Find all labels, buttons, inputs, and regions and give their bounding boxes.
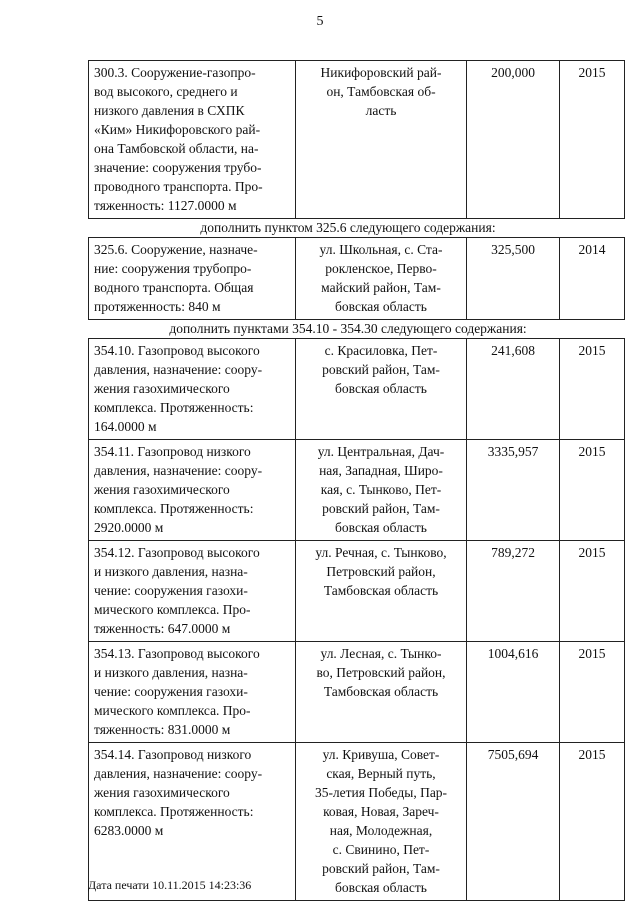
value-cell	[467, 61, 560, 219]
value-cell	[467, 743, 560, 901]
object-description-cell	[89, 541, 296, 642]
description-line: она Тамбовской области, на-	[94, 141, 259, 156]
object-description-cell	[89, 61, 296, 219]
location-line: бовская область	[335, 381, 427, 396]
location-line: Петровский район,	[326, 564, 436, 579]
page-number: 5	[316, 14, 324, 29]
description-line: и низкого давления, назна-	[94, 665, 248, 680]
description-line: комплекса. Протяженность:	[94, 501, 254, 516]
year-cell	[560, 642, 625, 743]
description-line: и низкого давления, назна-	[94, 564, 248, 579]
description-line: жения газохимического	[94, 381, 230, 396]
location-line: ровский район, Там-	[322, 362, 440, 377]
description-line: проводного транспорта. Про-	[94, 179, 263, 194]
value-text: 3335,957	[487, 444, 539, 459]
location-line: 35-летия Победы, Пар-	[314, 785, 448, 800]
document-content	[88, 60, 608, 901]
description-line: тяженность: 1127.0000 м	[94, 198, 237, 213]
location-cell	[296, 238, 467, 320]
description-line: 354.12. Газопровод высокого	[94, 545, 260, 560]
description-line: 300.3. Сооружение-газопро-	[94, 65, 256, 80]
description-line: низкого давления в СХПК	[94, 103, 245, 118]
insert-instruction: дополнить пунктом 325.6 следующего содержания:	[200, 220, 496, 235]
location-cell	[296, 541, 467, 642]
location-line: Тамбовская область	[323, 583, 439, 598]
year-text: 2015	[578, 444, 606, 459]
description-line: 354.14. Газопровод низкого	[94, 747, 252, 762]
location-line: ул. Школьная, с. Ста-	[319, 242, 443, 257]
location-line: рокленское, Перво-	[325, 261, 437, 276]
location-cell	[296, 440, 467, 541]
location-line: кая, с. Тынково, Пет-	[320, 482, 442, 497]
table-row	[89, 642, 625, 743]
object-description-cell	[89, 339, 296, 440]
location-line: ул. Лесная, с. Тынко-	[320, 646, 442, 661]
description-line: 354.11. Газопровод низкого	[94, 444, 251, 459]
location-line: ласть	[365, 103, 397, 118]
year-cell	[560, 339, 625, 440]
location-line: ул. Кривуша, Совет-	[322, 747, 440, 762]
value-text: 325,500	[491, 242, 535, 257]
description-line: протяженность: 840 м	[94, 299, 221, 314]
description-line: давления, назначение: соору-	[94, 463, 263, 478]
description-line: комплекса. Протяженность:	[94, 400, 254, 415]
location-line: бовская область	[335, 520, 427, 535]
year-text: 2015	[578, 747, 606, 762]
location-line: ковая, Новая, Зареч-	[323, 804, 439, 819]
description-line: 164.0000 м	[94, 419, 157, 434]
table-row	[89, 440, 625, 541]
value-cell	[467, 440, 560, 541]
year-text: 2015	[578, 343, 606, 358]
table-row	[89, 541, 625, 642]
location-line: Тамбовская область	[323, 684, 439, 699]
description-line: ние: сооружения трубопро-	[94, 261, 252, 276]
year-cell	[560, 61, 625, 219]
location-line: майский район, Там-	[321, 280, 441, 295]
description-line: 2920.0000 м	[94, 520, 164, 535]
object-description-cell	[89, 743, 296, 901]
description-line: 354.10. Газопровод высокого	[94, 343, 260, 358]
location-line: бовская область	[335, 880, 427, 895]
year-cell	[560, 440, 625, 541]
description-line: 6283.0000 м	[94, 823, 164, 838]
location-line: ул. Речная, с. Тынково,	[315, 545, 447, 560]
value-text: 200,000	[491, 65, 535, 80]
description-line: жения газохимического	[94, 785, 230, 800]
property-table	[88, 60, 625, 219]
location-line: ная, Западная, Широ-	[319, 463, 443, 478]
value-text: 789,272	[491, 545, 535, 560]
description-line: давления, назначение: соору-	[94, 766, 263, 781]
value-cell	[467, 339, 560, 440]
description-line: чение: сооружения газохи-	[94, 684, 248, 699]
description-line: тяженность: 647.0000 м	[94, 621, 231, 636]
description-line: комплекса. Протяженность:	[94, 804, 254, 819]
description-line: мического комплекса. Про-	[94, 602, 251, 617]
description-line: чение: сооружения газохи-	[94, 583, 248, 598]
location-line: ная, Молодежная,	[329, 823, 433, 838]
description-line: «Ким» Никифоровского рай-	[94, 122, 261, 137]
description-line: 325.6. Сооружение, назначе-	[94, 242, 258, 257]
location-cell	[296, 642, 467, 743]
description-line: вод высокого, среднего и	[94, 84, 238, 99]
year-cell	[560, 743, 625, 901]
description-line: давления, назначение: соору-	[94, 362, 263, 377]
year-text: 2015	[578, 545, 606, 560]
location-line: ровский район, Там-	[322, 501, 440, 516]
print-date-footer: Дата печати 10.11.2015 14:23:36	[88, 878, 252, 892]
description-line: жения газохимического	[94, 482, 230, 497]
object-description-cell	[89, 238, 296, 320]
value-text: 241,608	[491, 343, 535, 358]
description-line: водного транспорта. Общая	[94, 280, 254, 295]
value-cell	[467, 642, 560, 743]
description-line: тяженность: 831.0000 м	[94, 722, 231, 737]
description-line: 354.13. Газопровод высокого	[94, 646, 260, 661]
location-line: ул. Центральная, Дач-	[317, 444, 445, 459]
table-row	[89, 743, 625, 901]
location-cell	[296, 339, 467, 440]
location-line: во, Петровский район,	[316, 665, 446, 680]
location-line: с. Свинино, Пет-	[332, 842, 430, 857]
location-line: с. Красиловка, Пет-	[324, 343, 438, 358]
year-text: 2015	[578, 646, 606, 661]
object-description-cell	[89, 642, 296, 743]
property-table	[88, 237, 625, 320]
table-row	[89, 61, 625, 219]
value-cell	[467, 238, 560, 320]
location-line: бовская область	[335, 299, 427, 314]
year-cell	[560, 541, 625, 642]
location-line: он, Тамбовская об-	[326, 84, 436, 99]
year-text: 2014	[578, 242, 606, 257]
description-line: значение: сооружения трубо-	[94, 160, 262, 175]
location-cell	[296, 743, 467, 901]
location-line: ская, Верный путь,	[326, 766, 436, 781]
value-cell	[467, 541, 560, 642]
year-cell	[560, 238, 625, 320]
table-row	[89, 238, 625, 320]
table-row	[89, 339, 625, 440]
description-line: мического комплекса. Про-	[94, 703, 251, 718]
location-line: ровский район, Там-	[322, 861, 440, 876]
value-text: 7505,694	[487, 747, 539, 762]
value-text: 1004,616	[487, 646, 539, 661]
insert-instruction: дополнить пунктами 354.10 - 354.30 следующего содержания:	[169, 321, 527, 336]
year-text: 2015	[578, 65, 606, 80]
location-cell	[296, 61, 467, 219]
object-description-cell	[89, 440, 296, 541]
property-table	[88, 338, 625, 901]
location-line: Никифоровский рай-	[320, 65, 442, 80]
